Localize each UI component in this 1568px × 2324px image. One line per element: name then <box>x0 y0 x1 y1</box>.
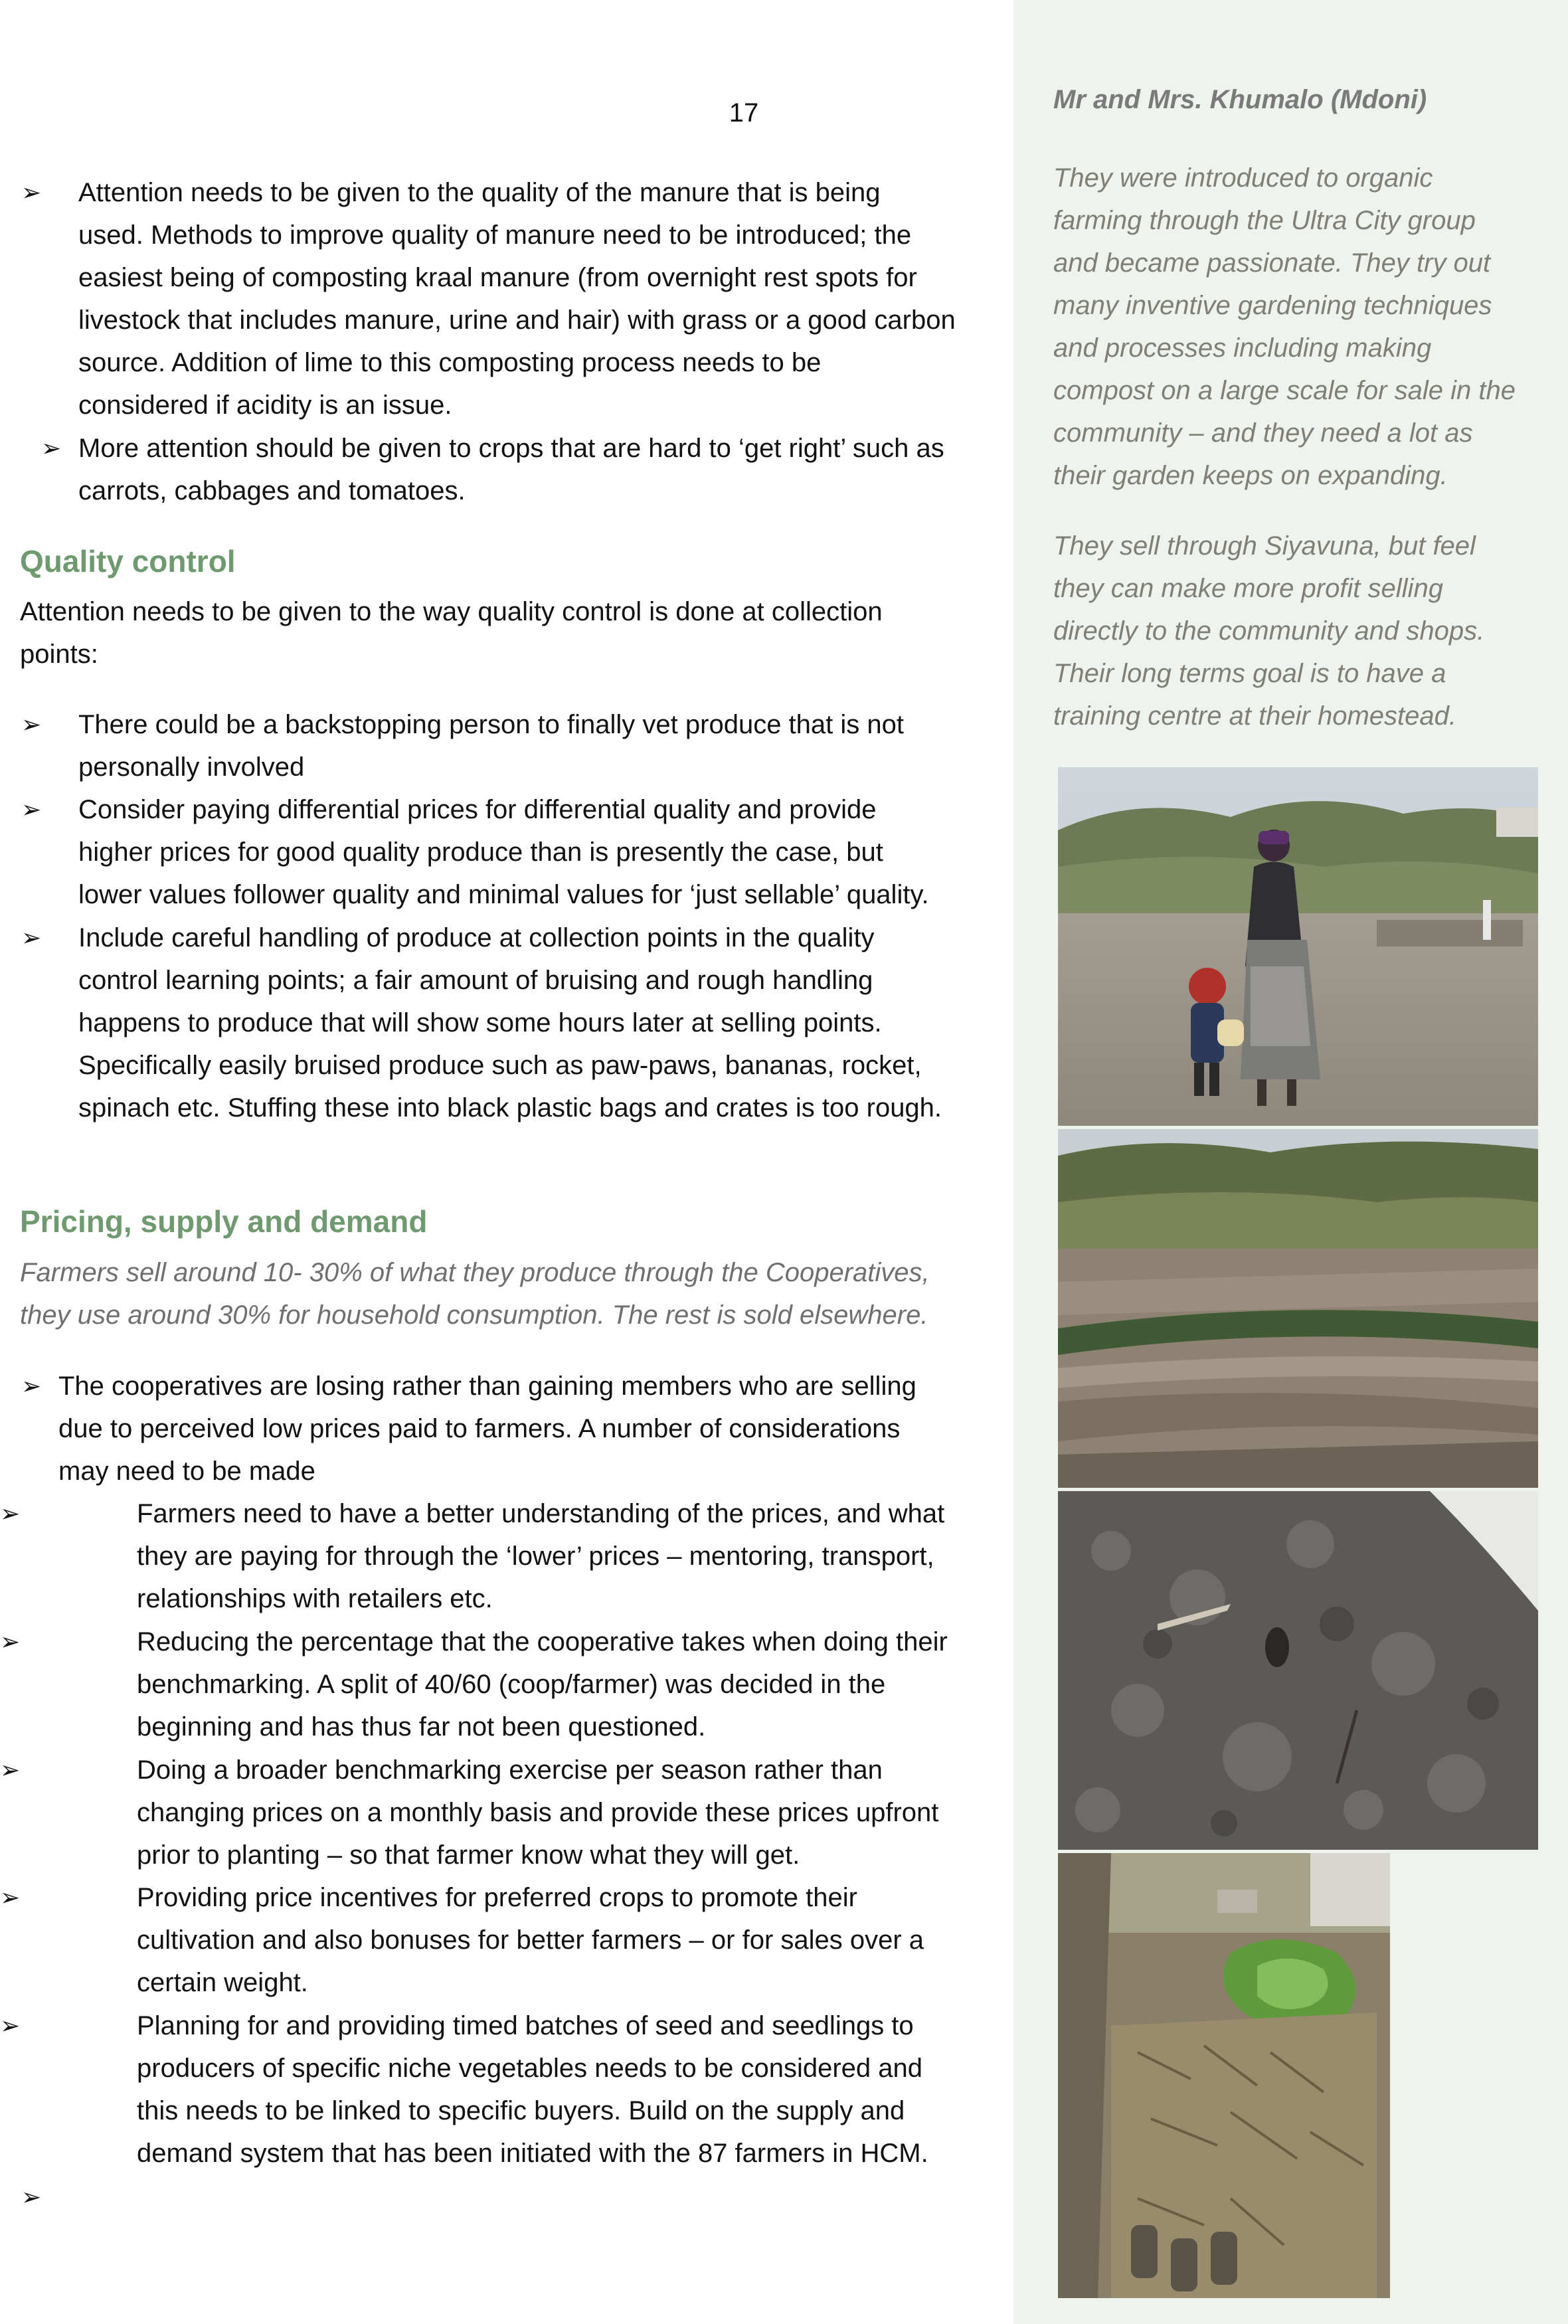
empty-bullet-arrow-icon: ➢ <box>21 2183 42 2210</box>
text-line: directly to the community and shops. <box>1053 616 1485 646</box>
text-line: They sell through Siyavuna, but feel <box>1053 531 1476 561</box>
text-line: they use around 30% for household consumption. The rest is sold elsewhere. <box>20 1300 928 1330</box>
text-line: prior to planting – so that farmer know what they will get. <box>137 1840 800 1870</box>
text-line: used. Methods to improve quality of manure need to be introduced; the <box>78 221 912 250</box>
text-line: spinach etc. Stuffing these into black plastic bags and crates is too rough. <box>78 1093 942 1122</box>
text-line: personally involved <box>78 753 305 782</box>
text-line: and processes including making <box>1053 333 1432 363</box>
bullet-arrow-icon: ➢ <box>21 1372 42 1399</box>
bullet-text <box>137 1749 1006 1876</box>
text-line: happens to produce that will show some hours later at selling points. <box>78 1008 882 1037</box>
bullet-arrow-icon: ➢ <box>0 2012 21 2039</box>
text-line: cultivation and also bonuses for better farmers – or for sales over a <box>137 1925 924 1955</box>
bullet-arrow-icon: ➢ <box>21 924 42 951</box>
text-line: relationships with retailers etc. <box>137 1584 493 1613</box>
text-line: Include careful handling of produce at collection points in the quality <box>78 923 875 952</box>
text-line: community – and they need a lot as <box>1053 418 1473 448</box>
text-line: source. Addition of lime to this composting process needs to be <box>78 348 822 377</box>
bullet-text <box>137 1621 1006 1748</box>
text-line: many inventive gardening techniques <box>1053 291 1492 320</box>
page-number: 17 <box>729 98 759 128</box>
text-line: they are paying for through the ‘lower’ prices – mentoring, transport, <box>137 1542 934 1571</box>
bullet-text <box>58 1365 1006 1492</box>
bullet-arrow-icon: ➢ <box>21 711 42 738</box>
quality-control-heading: Quality control <box>20 544 236 579</box>
text-line: Farmers sell around 10- 30% of what they produce through the Cooperatives, <box>20 1258 930 1287</box>
text-line: Farmers need to have a better understanding of the prices, and what <box>137 1499 945 1528</box>
sidebar-title: Mr and Mrs. Khumalo (Mdoni) <box>1053 85 1427 114</box>
text-line: easiest being of composting kraal manure (from overnight rest spots for <box>78 263 917 292</box>
text-line: Doing a broader benchmarking exercise per season rather than <box>137 1755 883 1785</box>
text-line: The cooperatives are losing rather than gaining members who are selling <box>58 1372 916 1401</box>
text-line: may need to be made <box>58 1457 315 1486</box>
photo-woman-and-child <box>1058 767 1538 1126</box>
text-line: They were introduced to organic <box>1053 163 1433 193</box>
text-line: Planning for and providing timed batches of seed and seedlings to <box>137 2011 914 2040</box>
text-line: Attention needs to be given to the quality of the manure that is being <box>78 178 881 207</box>
text-line: and became passionate. They try out <box>1053 248 1491 278</box>
text-line: Attention needs to be given to the way quality control is done at collection <box>20 597 883 626</box>
bullet-arrow-icon: ➢ <box>21 179 42 206</box>
text-line: Reducing the percentage that the cooperative takes when doing their <box>137 1627 948 1656</box>
bullet-text <box>78 917 1006 1129</box>
bullet-arrow-icon: ➢ <box>0 1884 21 1911</box>
sidebar-paragraph-1 <box>1053 157 1545 497</box>
bullet-arrow-icon: ➢ <box>0 1500 21 1527</box>
bullet-text <box>78 171 1006 426</box>
bullet-text <box>78 703 1006 788</box>
bullet-text <box>78 427 1006 512</box>
quality-control-intro <box>20 590 1003 675</box>
text-line: their garden keeps on expanding. <box>1053 461 1448 490</box>
text-line: beginning and has thus far not been questioned. <box>137 1712 706 1742</box>
sidebar-paragraph-2 <box>1053 525 1545 737</box>
photo-compost-soil <box>1058 1491 1538 1850</box>
bullet-arrow-icon: ➢ <box>0 1756 21 1783</box>
text-line: livestock that includes manure, urine and hair) with grass or a good carbon <box>78 306 956 335</box>
text-line: considered if acidity is an issue. <box>78 391 452 420</box>
text-line: higher prices for good quality produce than is presently the case, but <box>78 838 883 867</box>
bullet-arrow-icon: ➢ <box>21 796 42 823</box>
text-line: demand system that has been initiated with the 87 farmers in HCM. <box>137 2139 928 2168</box>
text-line: Specifically easily bruised produce such as paw-paws, bananas, rocket, <box>78 1051 922 1080</box>
bullet-text <box>137 1876 1006 2004</box>
text-line: Their long terms goal is to have a <box>1053 659 1446 688</box>
photo-field-rows <box>1058 1129 1538 1488</box>
pricing-intro <box>20 1251 1003 1336</box>
text-line: carrots, cabbages and tomatoes. <box>78 476 466 505</box>
bullet-text <box>78 788 1006 916</box>
photo-lettuce-beds <box>1058 1853 1390 2298</box>
text-line: lower values follower quality and minimal values for ‘just sellable’ quality. <box>78 880 929 909</box>
text-line: training centre at their homestead. <box>1053 701 1457 731</box>
text-line: changing prices on a monthly basis and provide these prices upfront <box>137 1798 939 1827</box>
text-line: compost on a large scale for sale in the <box>1053 376 1516 405</box>
text-line: Providing price incentives for preferred crops to promote their <box>137 1883 857 1912</box>
bullet-arrow-icon: ➢ <box>41 434 62 462</box>
text-line: points: <box>20 640 98 669</box>
bullet-text <box>137 1492 1006 1620</box>
text-line: producers of specific niche vegetables needs to be considered and <box>137 2054 922 2083</box>
pricing-heading: Pricing, supply and demand <box>20 1204 428 1239</box>
text-line: benchmarking. A split of 40/60 (coop/farmer) was decided in the <box>137 1670 886 1699</box>
text-line: There could be a backstopping person to finally vet produce that is not <box>78 710 904 739</box>
text-line: control learning points; a fair amount of bruising and rough handling <box>78 966 873 995</box>
text-line: More attention should be given to crops that are hard to ‘get right’ such as <box>78 434 944 463</box>
text-line: this needs to be linked to specific buyers. Build on the supply and <box>137 2096 905 2125</box>
text-line: they can make more profit selling <box>1053 574 1443 603</box>
text-line: due to perceived low prices paid to farmers. A number of considerations <box>58 1414 901 1443</box>
text-line: farming through the Ultra City group <box>1053 206 1476 235</box>
text-line: certain weight. <box>137 1968 308 1997</box>
bullet-text <box>137 2005 1006 2175</box>
bullet-arrow-icon: ➢ <box>0 1628 21 1655</box>
text-line: Consider paying differential prices for differential quality and provide <box>78 795 877 824</box>
